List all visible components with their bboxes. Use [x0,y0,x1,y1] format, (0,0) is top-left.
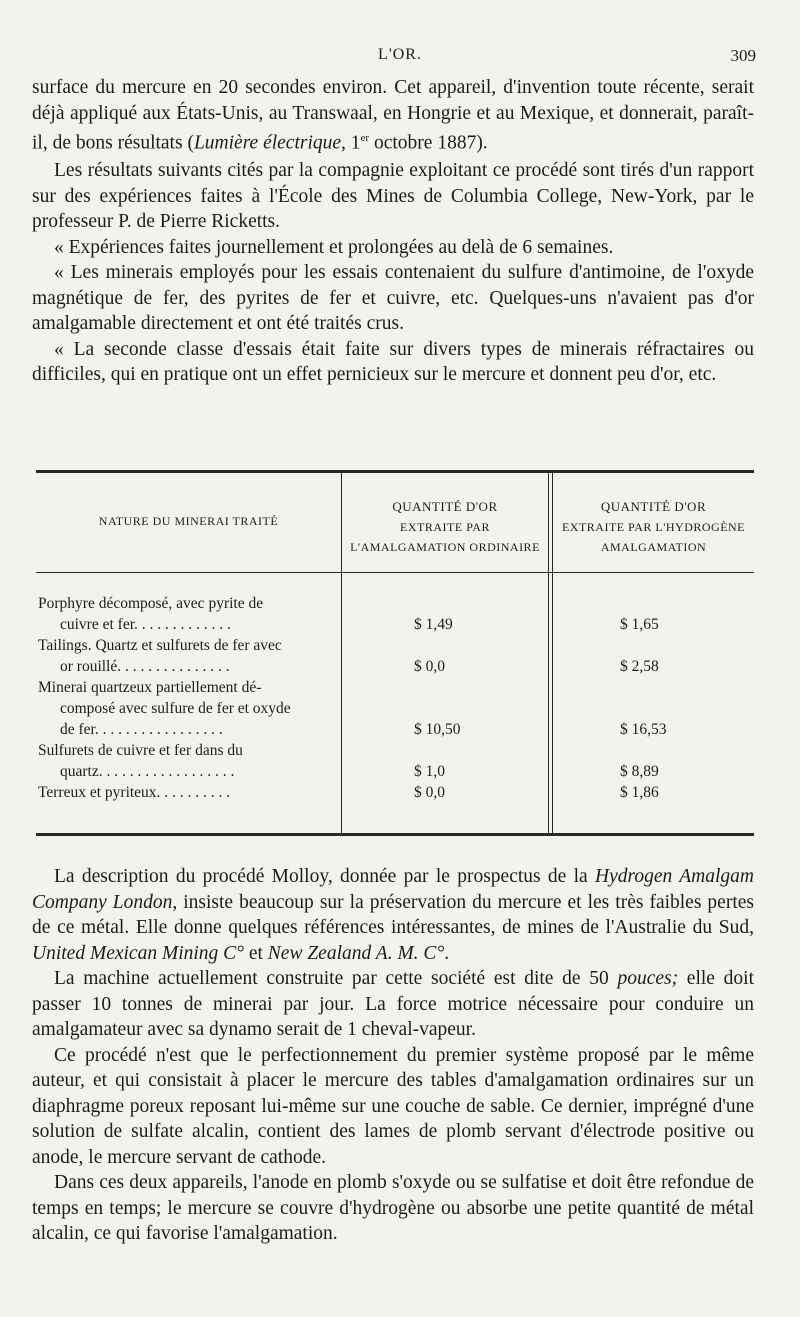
header-line: QUANTITÉ D'OR [600,499,707,514]
text-run: elle doit passer 10 tonnes de minerai par jour. La force motrice nécessaire pour conduire un amalgamateur avec sa dynamo serait de 1 cheval-vapeur. [32,968,754,1040]
text-block-top [32,75,754,388]
row-line: de fer. . . . . . . . . . . . . . . . . [60,721,223,738]
value-hydrogen: $ 16,53 [620,721,667,738]
text-run: . [444,942,450,964]
paragraph: « La seconde classe d'essais était faite sur divers types de minerais réfractaires ou difficiles, qui en pratique ont un effet pernicieux sur le mercure et donnent peu d'or, etc. [32,338,754,385]
row-line: quartz. . . . . . . . . . . . . . . . . . [60,763,235,780]
page-number: 309 [730,46,756,65]
running-title: L'OR. [378,46,422,63]
row-line: or rouillé. . . . . . . . . . . . . . . [60,658,230,675]
header-line: AMALGAMATION [600,540,707,554]
value-ordinary: $ 0,0 [414,658,445,675]
value-hydrogen: $ 2,58 [620,658,659,675]
italic-unit: pouces; [617,968,679,989]
paragraph: Dans ces deux appareils, l'anode en plomb s'oxyde ou se sulfatise et doit être refondue de temps en temps; le mercure se couvre d'hydrogène ou absorbe une petite quantité de métal alcalin, ce qui favorise l'amalgamation. [32,1172,754,1244]
value-hydrogen: $ 1,65 [620,616,659,633]
italic-citation: Lumière électrique [193,132,342,154]
paragraph: « Les minerais employés pour les essais contenaient du sulfure d'antimoine, de l'oxyde magnétique de fer, des pyrites de fer et cuivre, etc. Quelques-uns n'avaient pas d'or amalgamable directement et ont été traités crus. [32,262,754,334]
value-hydrogen: $ 8,89 [620,763,659,780]
table-row-label [38,593,338,635]
paragraph: « Expériences faites journellement et prolongées au delà de 6 semaines. [54,236,614,258]
value-hydrogen: $ 1,86 [620,784,659,801]
paragraph: Ce procédé n'est que le perfectionnement du premier système proposé par le même auteur, et qui consistait à placer le mercure des tables d'amalgamation ordinaires sur un diaphragme poreux reposant lui-même sur une couche de sable. Ce dernier, imprégné d'une solution de sulfate alcalin, contient des lames de plomb servant d'électrode positive ou anode, le mercure servant de cathode. [32,1044,754,1168]
row-line: composé avec sulfure de fer et oxyde [60,700,291,717]
header-rule [36,572,754,573]
table-row-label [38,677,338,740]
row-line: cuivre et fer. . . . . . . . . . . . . [60,616,231,633]
header-line: EXTRAITE PAR L'HYDROGÈNE [561,520,746,534]
text-run: octobre 1887). [369,132,488,154]
text-run: surface du mercure en 20 secondes environ. Cet appareil, d'invention toute récente, serait déjà appliqué aux États-Unis, au Transwaal, en Hongrie et au Mexique, et donnerait, paraît-il, de bons résultats ( [32,77,754,154]
text-block-bottom [32,864,754,1247]
text-run: La description du procédé Molloy, donnée par le prospectus de la [54,866,596,887]
results-table [36,470,754,836]
paragraph [32,864,754,966]
text-run: , 1 [341,132,361,154]
column-header-nature: NATURE DU MINERAI TRAITÉ [98,514,279,528]
value-ordinary: $ 1,49 [414,616,453,633]
superscript: er [360,132,370,144]
paragraph: Les résultats suivants cités par la compagnie exploitant ce procédé sont tirés d'un rapport sur des expériences faites à l'École des Mines de Columbia College, New-York, par le professeur P. de Pierre Ricketts. [32,160,754,232]
italic-company: Hydrogen Amalgam Company London [32,866,754,913]
italic-company: United Mexican Mining C° [32,942,244,964]
row-line: Terreux et pyriteux. . . . . . . . . . [38,784,231,801]
row-line: Porphyre décomposé, avec pyrite de [38,595,264,612]
column-header-ordinary [342,497,548,557]
header-line: L'AMALGAMATION ORDINAIRE [350,540,540,554]
value-ordinary: $ 1,0 [414,763,445,780]
row-line: Tailings. Quartz et sulfurets de fer avec [38,637,282,654]
header-line: EXTRAITE PAR [400,520,490,534]
table-row-label [38,740,338,782]
row-line: Sulfurets de cuivre et fer dans du [38,742,243,759]
paragraph [32,966,754,1043]
running-header [0,46,800,70]
paragraph [32,75,754,156]
text-run: et [243,942,268,964]
column-rule [548,473,549,833]
italic-company: New Zealand A. M. C° [267,942,445,964]
text-run: , insiste beaucoup sur la préservation du mercure et les très faibles pertes de ce métal. Elle donne quelques références intéressantes, de mines de l'Australie du Sud, [32,891,754,938]
value-ordinary: $ 10,50 [414,721,461,738]
row-line: Minerai quartzeux partiellement dé- [38,679,262,696]
header-line: QUANTITÉ D'OR [392,499,498,514]
table-row-label [38,782,338,803]
table-row-label [38,635,338,677]
text-run: La machine actuellement construite par cette société est dite de 50 [54,968,618,989]
value-ordinary: $ 0,0 [414,784,445,801]
column-header-hydrogen [553,497,754,557]
